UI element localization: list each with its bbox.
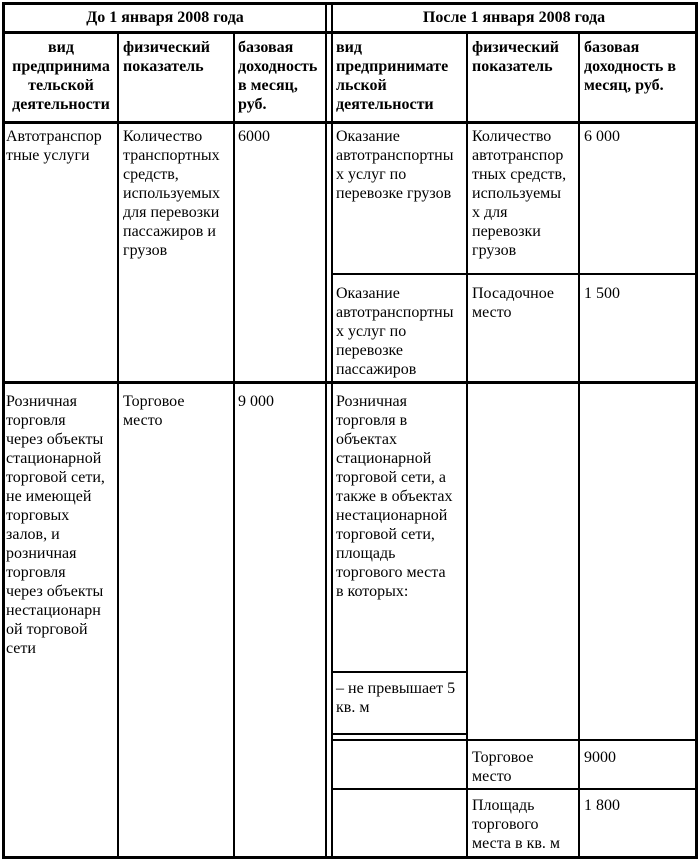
- retail-after-sub-small: – не превышает 5 кв. м: [336, 680, 456, 716]
- transport-before-activity: Автотранспор тные услуги: [6, 128, 102, 164]
- group-divider-b: [331, 2, 333, 859]
- retail-after-area-income: 1 800: [584, 797, 620, 814]
- transport-split-rule: [331, 273, 698, 275]
- table-border-right: [695, 2, 698, 859]
- table-border-bottom: [2, 856, 698, 859]
- transport-after-cargo-income: 6 000: [584, 128, 620, 145]
- col-header-after-activity: вид предпринимате льской деятельности: [336, 39, 449, 113]
- left-col-rule-2: [233, 33, 235, 858]
- transport-before-income: 6000: [238, 128, 270, 145]
- area-row-rule: [331, 788, 698, 790]
- retail-after-place-income: 9000: [584, 749, 616, 766]
- retail-after-place-indicator: Торговое место: [472, 749, 534, 785]
- col-header-after-income: базовая доходность в месяц, руб.: [584, 39, 676, 94]
- transport-before-indicator: Количество транспортных средств, используемых для перевозки пассажиров и грузов: [123, 128, 221, 259]
- table-border-top: [2, 2, 698, 5]
- transport-after-passengers-income: 1 500: [584, 285, 620, 302]
- col-header-after-indicator: физический показатель: [472, 39, 560, 75]
- col-header-before-activity: вид предпринима тельской деятельности: [12, 39, 110, 113]
- sub-small-bottom-rule-a: [331, 733, 468, 735]
- left-col-rule-1: [117, 33, 119, 858]
- col-header-before-indicator: физический показатель: [123, 39, 211, 75]
- transport-after-cargo-indicator: Количество автотранспор тных средств, используемы х для перевозки грузов: [472, 128, 567, 259]
- sub-small-bottom-rule-b: [331, 739, 698, 741]
- sub-small-top-rule: [331, 671, 468, 673]
- retail-row-rule: [2, 381, 698, 384]
- table-border-left: [2, 2, 5, 859]
- retail-before-activity: Розничная торговля через объекты стационарной торговой сети, не имеющей торговых залов, и розничная торговля через объекты нестационарн ой торговой сети: [6, 393, 105, 657]
- group-header-before: До 1 января 2008 года: [86, 9, 244, 26]
- retail-before-indicator: Торговое место: [123, 393, 185, 429]
- retail-after-activity: Розничная торговля в объектах стационарной торговой сети, а также в объектах нестационарной торговой сети, площадь торгового места в которых:: [336, 393, 453, 600]
- transport-after-cargo-activity: Оказание автотранспортны х услуг по перевозке грузов: [336, 128, 454, 202]
- col-header-before-income: базовая доходность в месяц, руб.: [238, 39, 318, 113]
- retail-after-area-indicator: Площадь торгового места в кв. м: [472, 797, 561, 852]
- right-col-rule-2: [578, 33, 580, 858]
- group-header-after: После 1 января 2008 года: [422, 9, 606, 26]
- column-header-rule: [2, 121, 698, 124]
- retail-before-income: 9 000: [238, 393, 274, 410]
- transport-after-passengers-indicator: Посадочное место: [472, 285, 554, 321]
- header-row-rule: [2, 31, 698, 34]
- transport-after-passengers-activity: Оказание автотранспортны х услуг по перевозке пассажиров: [336, 285, 454, 378]
